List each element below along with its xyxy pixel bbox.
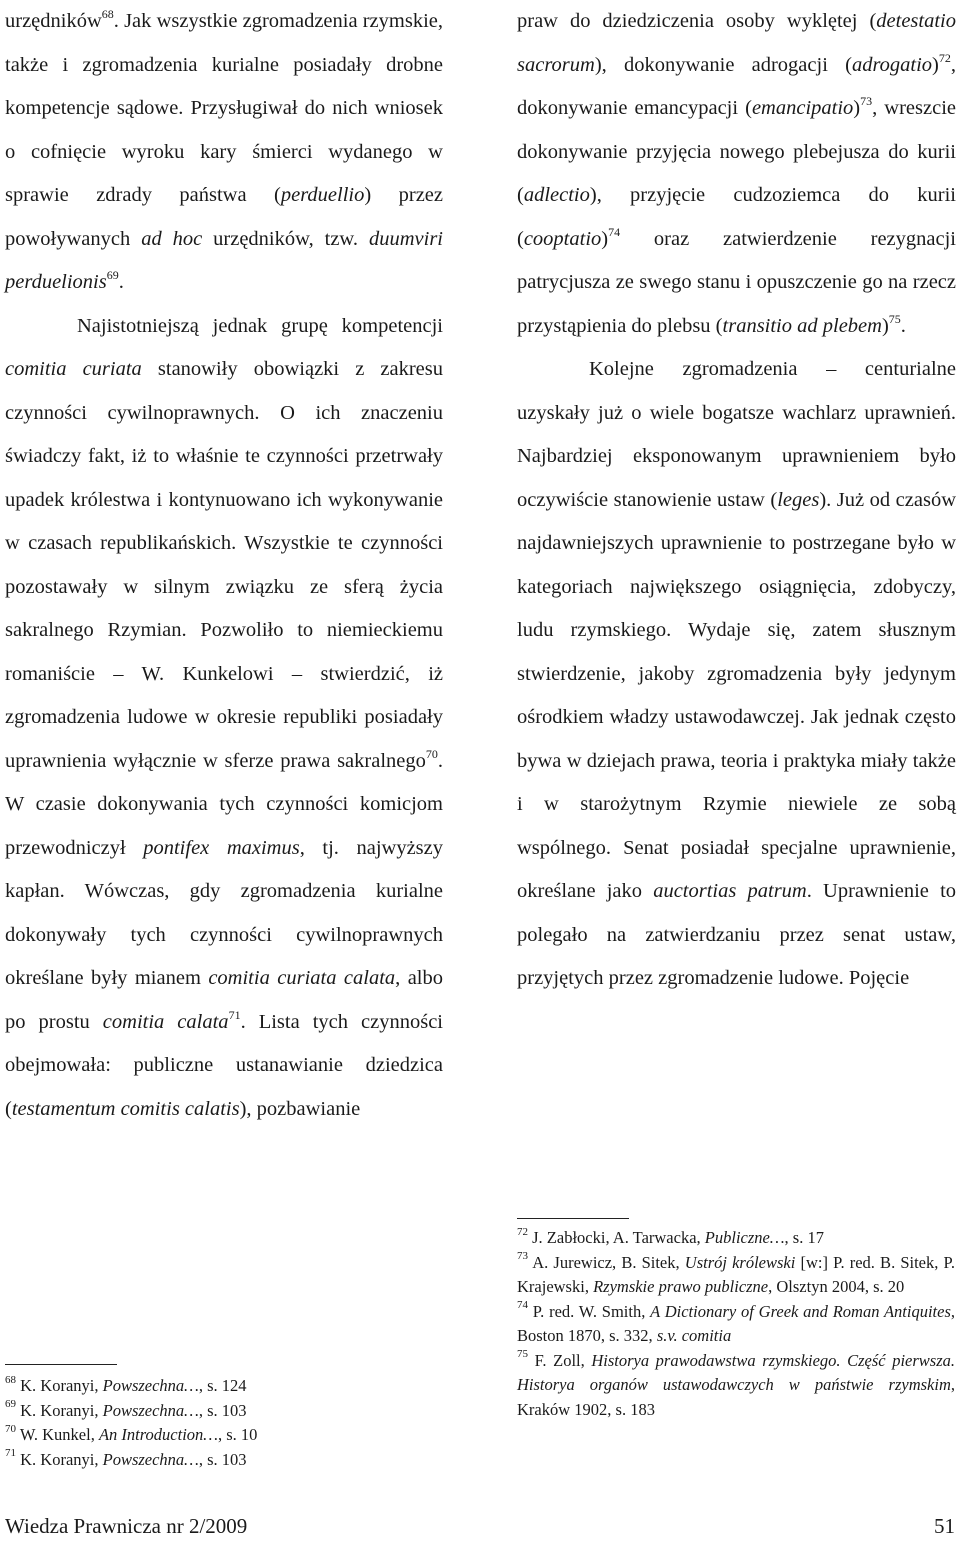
italic-term: Powszechna… bbox=[102, 1400, 199, 1420]
text-run: . bbox=[900, 314, 906, 337]
footnote-ref: 72 bbox=[938, 50, 951, 65]
footnote bbox=[5, 1423, 335, 1448]
left-footnote-separator bbox=[5, 1364, 117, 1365]
italic-term: perduellio bbox=[280, 184, 365, 206]
italic-term: An Introduction… bbox=[98, 1425, 218, 1444]
italic-term: auctortias patrum bbox=[653, 880, 807, 902]
italic-term: duumviri perduelionis bbox=[5, 227, 443, 293]
left-column bbox=[5, 0, 443, 1131]
text-run: F. Zoll, bbox=[528, 1350, 592, 1370]
italic-term: emancipatio bbox=[751, 97, 854, 119]
text-run: A. Jurewicz, B. Sitek, bbox=[528, 1252, 685, 1272]
text-run: , Boston 1870, s. 332, bbox=[517, 1301, 956, 1345]
right-footnote-separator bbox=[517, 1218, 629, 1219]
italic-term: comitia curiata bbox=[5, 358, 142, 380]
footnote-ref: 70 bbox=[425, 746, 438, 761]
italic-term: ad hoc bbox=[141, 227, 203, 250]
italic-term: detestatio sacrorum bbox=[517, 10, 956, 76]
page-footer bbox=[5, 1513, 955, 1543]
footnote-ref: 68 bbox=[101, 7, 114, 22]
text-run: P. red. W. Smith, bbox=[528, 1301, 651, 1321]
footnote-ref: 73 bbox=[860, 94, 873, 109]
text-run: , wreszcie dokonywanie przyjęcia nowego plebejusza do kurii ( bbox=[517, 97, 956, 206]
right-column bbox=[517, 0, 956, 1001]
italic-term: comitia calata bbox=[102, 1010, 229, 1033]
text-run: ), pozbawianie bbox=[239, 1097, 361, 1120]
footnote bbox=[5, 1448, 335, 1473]
footnote-ref: 68 bbox=[5, 1373, 16, 1386]
text-run: , s. 10 bbox=[217, 1425, 258, 1444]
text-run: , dokonywanie emancypacji ( bbox=[517, 53, 956, 119]
italic-term: adlectio bbox=[523, 184, 590, 206]
italic-term: Powszechna… bbox=[102, 1449, 199, 1469]
footnote-ref: 69 bbox=[106, 268, 119, 283]
text-run: K. Koranyi, bbox=[16, 1400, 103, 1420]
italic-term: Rzymskie prawo publiczne bbox=[593, 1277, 769, 1296]
italic-term: pontifex maximus bbox=[143, 836, 300, 859]
text-run: . W czasie dokonywania tych czynności komicjom przewodniczył bbox=[5, 749, 443, 859]
footnote-ref: 69 bbox=[5, 1398, 16, 1410]
text-run: ), przyjęcie cudzoziemca do kurii ( bbox=[517, 184, 956, 250]
right-footnotes bbox=[517, 1226, 955, 1422]
footnote bbox=[517, 1226, 955, 1251]
italic-term: Publiczne… bbox=[704, 1228, 785, 1247]
text-run: , s. 17 bbox=[784, 1228, 824, 1247]
text-run: J. Zabłocki, A. Tarwacka, bbox=[528, 1228, 705, 1247]
text-run: , s. 124 bbox=[198, 1376, 247, 1395]
footnote-ref: 70 bbox=[5, 1422, 16, 1435]
italic-term: adrogatio bbox=[851, 53, 933, 76]
footnote-ref: 71 bbox=[5, 1447, 16, 1459]
text-run: ) bbox=[601, 227, 609, 250]
paragraph bbox=[5, 0, 443, 305]
text-run: , tj. najwyższy kapłan. Wówczas, gdy zgromadzenia kurialne dokonywały tych czynności cywilnoprawnych określane były mianem bbox=[5, 836, 444, 989]
paragraph bbox=[517, 348, 956, 1001]
footnote-ref: 75 bbox=[517, 1348, 528, 1360]
footnote bbox=[517, 1251, 955, 1300]
page-number: 51 bbox=[934, 1514, 955, 1538]
italic-term: cooptatio bbox=[523, 227, 602, 250]
text-run: oraz zatwierdzenie rezygnacji patrycjusza ze swego stanu i opuszczenie go na rzecz przystąpienia do plebsu ( bbox=[517, 227, 956, 337]
text-run: ). Już od czasów najdawniejszych uprawnienie to postrzegane było w kategoriach największego osiągnięcia, zdobyczy, ludu rzymskiego. Wydaje się, zatem słusznym stwierdzenie, jakoby zgromadzenia były jedynym ośrodkiem władzy ustawodawczej. Jak jednak często bywa w dziejach prawa, teoria i praktyka miały także i w starożytnym Rzymie niewiele ze sobą wspólnego. Senat posiadał specjalne uprawnienie, określane jako bbox=[517, 488, 956, 902]
footnote-ref: 74 bbox=[608, 224, 621, 239]
text-run: , Kraków 1902, s. 183 bbox=[517, 1375, 955, 1419]
text-run: . bbox=[118, 271, 124, 293]
text-run: . Jak wszystkie zgromadzenia rzymskie, także i zgromadzenia kurialne posiadały drobne kompetencje sądowe. Przysługiwał do nich wniosek o cofnięcie wyroku kary śmierci wydanego w sprawie zdrady państwa ( bbox=[5, 10, 443, 206]
text-run: . Uprawnienie to polegało na zatwierdzaniu przez senat ustaw, przyjętych przez zgromadzenie ludowe. Pojęcie bbox=[517, 880, 957, 989]
text-run: praw do dziedziczenia osoby wyklętej ( bbox=[517, 10, 877, 32]
footnote bbox=[5, 1399, 335, 1424]
text-run: urzędników, tzw. bbox=[202, 227, 369, 250]
text-run: W. Kunkel, bbox=[16, 1425, 99, 1444]
journal-title: Wiedza Prawnicza nr 2/2009 bbox=[5, 1514, 248, 1538]
text-run: , Olsztyn 2004, s. 20 bbox=[768, 1277, 905, 1296]
footnote-ref: 73 bbox=[517, 1250, 528, 1262]
text-run: Kolejne zgromadzenia – centurialne uzyskały już o wiele bogatsze wachlarz uprawnień. Najbardziej eksponowanym uprawnieniem było oczywiście stanowienie ustaw ( bbox=[517, 358, 956, 511]
text-run: , albo po prostu bbox=[5, 967, 443, 1033]
text-run: [w:] P. red. B. Sitek, P. Krajewski, bbox=[517, 1252, 955, 1296]
footnote-ref: 72 bbox=[517, 1225, 528, 1238]
italic-term: transitio ad plebem bbox=[722, 314, 882, 337]
footnote bbox=[517, 1300, 955, 1349]
italic-term: Powszechna… bbox=[102, 1376, 199, 1395]
text-run: stanowiły obowiązki z zakresu czynności cywilnoprawnych. O ich znaczeniu świadczy fakt, iż to właśnie te czynności przetrwały upadek królestwa i kontynuowano ich wykonywanie w czasach republikańskich. Wszystkie te czynności pozostawały w silnym związku ze sferą życia sakralnego Rzymian. Pozwoliło to niemieckiemu romaniście – W. Kunkelowi – stwierdzić, iż zgromadzenia ludowe w okresie republiki posiadały uprawnienia wyłącznie w sferze prawa sakralnego bbox=[5, 358, 443, 772]
paragraph bbox=[517, 0, 956, 348]
footnote bbox=[517, 1349, 955, 1423]
italic-term: s.v. comitia bbox=[656, 1326, 732, 1345]
text-run: , s. 103 bbox=[198, 1449, 247, 1469]
text-run: ), dokonywanie adrogacji ( bbox=[594, 53, 852, 76]
italic-term: Ustrój królewski bbox=[684, 1252, 796, 1272]
text-run: K. Koranyi, bbox=[16, 1449, 103, 1469]
footnote-ref: 71 bbox=[228, 1007, 241, 1022]
footnote-ref: 75 bbox=[888, 311, 901, 326]
text-run: ) bbox=[881, 314, 889, 337]
text-run: urzędników bbox=[5, 10, 102, 32]
text-run: Najistotniejszą jednak grupę kompetencji bbox=[77, 314, 443, 337]
text-run: . Lista tych czynności obejmowała: publiczne ustanawianie dziedzica ( bbox=[5, 1010, 444, 1120]
left-footnotes bbox=[5, 1374, 335, 1472]
paragraph bbox=[5, 305, 443, 1132]
text-run: ) przez powoływanych bbox=[5, 184, 443, 250]
italic-term: comitia curiata calata bbox=[208, 967, 396, 989]
footnote-ref: 74 bbox=[517, 1299, 528, 1311]
text-run: ) bbox=[932, 53, 939, 76]
italic-term: A Dictionary of Greek and Roman Antiquites bbox=[650, 1301, 951, 1321]
text-run: , s. 103 bbox=[198, 1400, 247, 1420]
text-run: K. Koranyi, bbox=[16, 1376, 103, 1395]
italic-term: Historya prawodawstwa rzymskiego. Część pierwsza. Historya organów ustawodawczych w państwie rzymskim bbox=[517, 1350, 955, 1394]
footnote bbox=[5, 1374, 335, 1399]
italic-term: testamentum comitis calatis bbox=[11, 1097, 240, 1120]
text-run: ) bbox=[853, 97, 861, 119]
italic-term: leges bbox=[777, 488, 820, 511]
